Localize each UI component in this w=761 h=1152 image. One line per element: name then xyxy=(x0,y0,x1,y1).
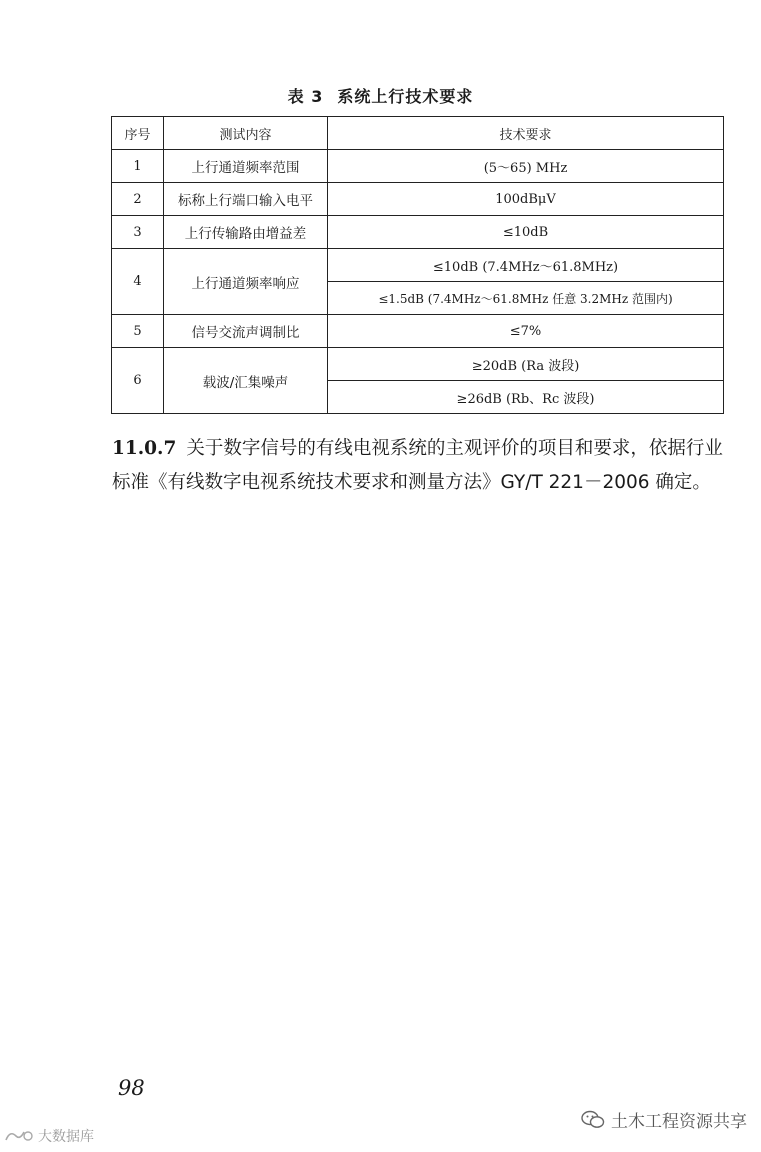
table-title-number: 表 3 xyxy=(287,87,324,106)
clause-text: 关于数字信号的有线电视系统的主观评价的项目和要求，依据行业标准《有线数字电视系统技术要求和测量方法》GY/T 221－2006 确定。 xyxy=(112,438,723,493)
wechat-icon xyxy=(581,1110,605,1130)
watermark-logo-icon xyxy=(4,1128,34,1144)
header-no: 序号 xyxy=(112,117,164,150)
row-no: 6 xyxy=(112,348,164,414)
row-no: 5 xyxy=(112,315,164,348)
watermark-left-text: 大数据库 xyxy=(38,1129,94,1145)
row-requirement: ≥26dB (Rb、Rc 波段) xyxy=(328,381,724,414)
watermark-left xyxy=(4,1126,94,1146)
table-row xyxy=(112,150,724,183)
row-requirement: ≤1.5dB (7.4MHz～61.8MHz 任意 3.2MHz 范围内) xyxy=(328,282,724,315)
table-header-row xyxy=(112,117,724,150)
table-row xyxy=(112,216,724,249)
row-item: 信号交流声调制比 xyxy=(164,315,328,348)
row-item: 上行通道频率范围 xyxy=(164,150,328,183)
table-title xyxy=(0,84,761,107)
row-requirement: ≤7% xyxy=(328,315,724,348)
row-requirement: ≤10dB xyxy=(328,216,724,249)
spec-table xyxy=(111,116,724,414)
row-no: 2 xyxy=(112,183,164,216)
row-no: 1 xyxy=(112,150,164,183)
page-number: 98 xyxy=(118,1076,145,1100)
clause-paragraph xyxy=(112,432,724,500)
row-requirement: ≤10dB (7.4MHz～61.8MHz) xyxy=(328,249,724,282)
watermark-right xyxy=(581,1107,747,1132)
table-title-text: 系统上行技术要求 xyxy=(337,87,474,106)
row-item: 标称上行端口输入电平 xyxy=(164,183,328,216)
table-row xyxy=(112,315,724,348)
clause-number: 11.0.7 xyxy=(112,438,177,459)
header-item: 测试内容 xyxy=(164,117,328,150)
row-requirement: ≥20dB (Ra 波段) xyxy=(328,348,724,381)
table-row xyxy=(112,249,724,282)
row-requirement: (5～65) MHz xyxy=(328,150,724,183)
row-requirement: 100dBμV xyxy=(328,183,724,216)
row-item: 上行通道频率响应 xyxy=(164,249,328,315)
watermark-right-text: 土木工程资源共享 xyxy=(611,1112,747,1132)
table-row xyxy=(112,348,724,381)
row-no: 3 xyxy=(112,216,164,249)
header-requirement: 技术要求 xyxy=(328,117,724,150)
row-item: 上行传输路由增益差 xyxy=(164,216,328,249)
row-item: 载波/汇集噪声 xyxy=(164,348,328,414)
row-no: 4 xyxy=(112,249,164,315)
table-row xyxy=(112,183,724,216)
